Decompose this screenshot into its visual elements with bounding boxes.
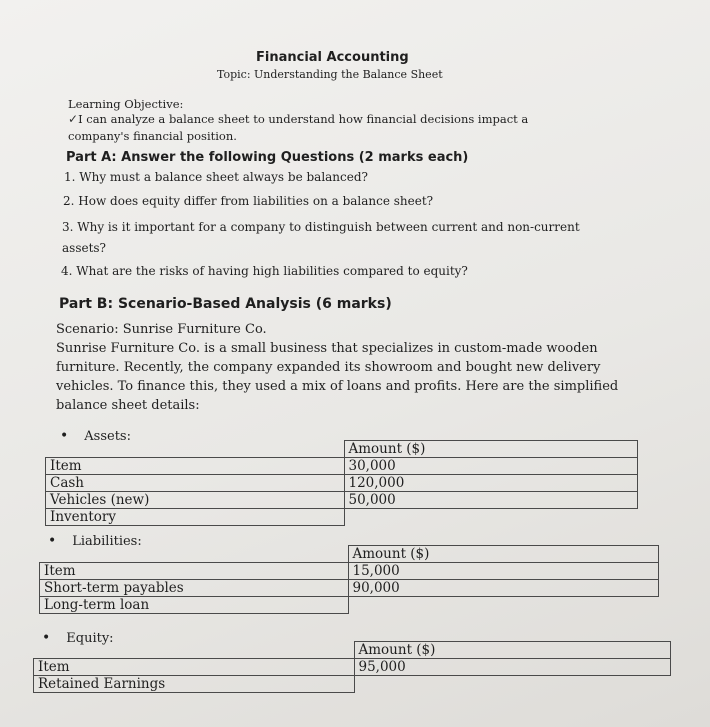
table-cell: 30,000	[344, 458, 638, 475]
table-cell: Vehicles (new)	[46, 492, 345, 509]
table-cell: Retained Earnings	[34, 676, 355, 693]
scenario-block	[56, 320, 631, 415]
table-row	[34, 642, 671, 659]
table-row	[40, 546, 659, 563]
page-topic: Topic: Understanding the Balance Sheet	[217, 68, 443, 81]
table-row	[40, 597, 659, 614]
table-cell: Short-term payables	[40, 580, 349, 597]
equity-table	[33, 641, 671, 693]
table-cell	[40, 546, 349, 563]
table-cell	[34, 642, 355, 659]
table-row	[46, 458, 638, 475]
table-cell	[344, 509, 638, 526]
table-row	[46, 475, 638, 492]
question-2: 2. How does equity differ from liabilities on a balance sheet?	[63, 194, 434, 208]
part-a-heading: Part A: Answer the following Questions (2 marks each)	[66, 150, 469, 165]
question-3: 3. Why is it important for a company to distinguish between current and non-current assets?	[62, 220, 580, 255]
column-header-item: Item	[46, 458, 345, 475]
learning-objective-label: Learning Objective:	[68, 97, 184, 111]
learning-objective-text	[68, 111, 588, 145]
equity-label: • Equity:	[42, 630, 114, 646]
table-row	[46, 492, 638, 509]
table-cell: Cash	[46, 475, 345, 492]
learning-objective-body: I can analyze a balance sheet to understand how financial decisions impact a company's financial position.	[68, 112, 529, 143]
scenario-title: Scenario: Sunrise Furniture Co.	[56, 322, 267, 337]
table-cell	[354, 676, 671, 693]
table-row	[46, 509, 638, 526]
question-4: 4. What are the risks of having high liabilities compared to equity?	[61, 264, 468, 278]
table-cell: 15,000	[348, 563, 659, 580]
table-cell	[46, 441, 345, 458]
part-b-heading: Part B: Scenario-Based Analysis (6 marks)	[59, 296, 392, 312]
checkmark-icon: ✓	[68, 112, 79, 126]
table-cell: 90,000	[348, 580, 659, 597]
table-row	[40, 563, 659, 580]
liabilities-table	[39, 545, 659, 614]
table-cell: Long-term loan	[40, 597, 349, 614]
question-1: 1. Why must a balance sheet always be balanced?	[64, 170, 368, 184]
assets-table	[45, 440, 638, 526]
table-cell: Inventory	[46, 509, 345, 526]
table-cell: 50,000	[344, 492, 638, 509]
column-header-item: Item	[40, 563, 349, 580]
liabilities-label: • Liabilities:	[48, 533, 142, 549]
table-cell: 120,000	[344, 475, 638, 492]
table-cell: 95,000	[354, 659, 671, 676]
table-row	[46, 441, 638, 458]
scenario-text: Sunrise Furniture Co. is a small business that specializes in custom-made wooden furniture. Recently, the company expanded its showroom and bought new delivery vehicles. To finance this, they used a mix of loans and profits. Here are the simplified balance sheet details:	[56, 341, 619, 413]
assets-label: • Assets:	[60, 428, 131, 444]
table-row	[34, 659, 671, 676]
table-row	[40, 580, 659, 597]
page-title: Financial Accounting	[256, 50, 409, 65]
column-header-amount: Amount ($)	[344, 441, 638, 458]
column-header-item: Item	[34, 659, 355, 676]
table-cell	[348, 597, 659, 614]
column-header-amount: Amount ($)	[348, 546, 659, 563]
table-row	[34, 676, 671, 693]
column-header-amount: Amount ($)	[354, 642, 671, 659]
